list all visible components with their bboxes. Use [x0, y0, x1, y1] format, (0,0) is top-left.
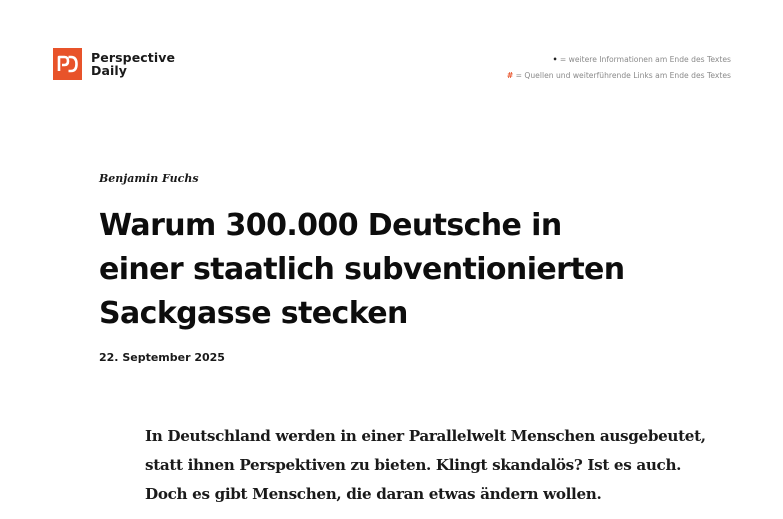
legend-row-info: [507, 52, 731, 68]
title-line-3: Sackgasse stecken: [99, 296, 408, 331]
pd-logo-icon: [53, 48, 82, 80]
article-author[interactable]: Benjamin Fuchs: [99, 172, 199, 185]
lead-line-3: Doch es gibt Menschen, die daran etwas ändern wollen.: [145, 485, 602, 503]
legend-text-info: = weitere Informationen am Ende des Textes: [557, 55, 731, 64]
article-lead: [145, 422, 705, 509]
brand-line-2: Daily: [91, 63, 128, 78]
bullet-symbol: •: [552, 55, 558, 64]
title-line-2: einer staatlich subventionierten: [99, 252, 625, 287]
lead-line-1: In Deutschland werden in einer Parallelwelt Menschen ausgebeutet,: [145, 427, 706, 445]
symbol-legend: [507, 52, 731, 84]
article-title: [99, 204, 699, 336]
brand-name: [91, 51, 175, 77]
legend-row-sources: [507, 68, 731, 84]
hash-symbol: #: [506, 71, 514, 80]
legend-text-sources: = Quellen und weiterführende Links am Ende des Textes: [513, 71, 731, 80]
brand-line-1: Perspective: [91, 50, 176, 65]
lead-line-2: statt ihnen Perspektiven zu bieten. Klingt skandalös? Ist es auch.: [145, 456, 682, 474]
title-line-1: Warum 300.000 Deutsche in: [99, 208, 562, 243]
article-date: 22. September 2025: [99, 351, 225, 364]
brand-logo[interactable]: [53, 48, 175, 80]
